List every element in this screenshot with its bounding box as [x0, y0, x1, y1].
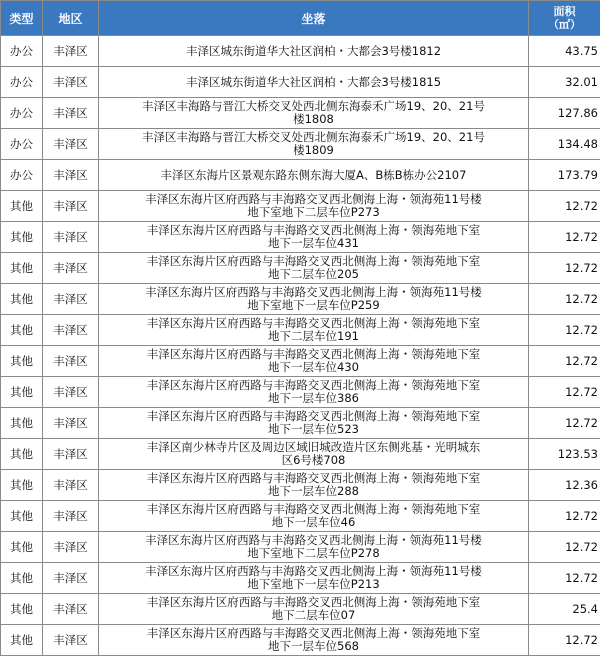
table-row: [1, 563, 600, 594]
cell-area: 12.72: [529, 346, 600, 377]
location-line: 丰泽区东海片区府西路与丰海路交叉西北侧海上海・领海苑11号楼: [101, 286, 526, 299]
cell-type: 其他: [1, 408, 43, 439]
cell-district: 丰泽区: [43, 501, 99, 532]
cell-type: 其他: [1, 191, 43, 222]
cell-type: 其他: [1, 532, 43, 563]
table-row: [1, 36, 600, 67]
location-line: 地下一层车位568: [101, 640, 526, 653]
cell-area: 12.72: [529, 501, 600, 532]
cell-area: 12.72: [529, 408, 600, 439]
location-line: 丰泽区东海片区府西路与丰海路交叉西北侧海上海・领海苑地下室: [101, 255, 526, 268]
location-line: 地下室地下二层车位P278: [101, 547, 526, 560]
cell-location: [99, 346, 529, 377]
cell-location: [99, 36, 529, 67]
location-line: 地下室地下二层车位P273: [101, 206, 526, 219]
location-line: 丰泽区东海片区府西路与丰海路交叉西北侧海上海・领海苑地下室: [101, 503, 526, 516]
header-area: [529, 1, 600, 36]
cell-location: [99, 253, 529, 284]
cell-type: 其他: [1, 563, 43, 594]
table-row: [1, 191, 600, 222]
cell-location: [99, 532, 529, 563]
cell-location: [99, 67, 529, 98]
cell-area: 173.79: [529, 160, 600, 191]
table-row: [1, 67, 600, 98]
cell-district: 丰泽区: [43, 563, 99, 594]
table-row: [1, 284, 600, 315]
header-district: 地区: [43, 1, 99, 36]
cell-location: [99, 160, 529, 191]
table-row: [1, 98, 600, 129]
cell-type: 其他: [1, 594, 43, 625]
location-line: 楼1809: [101, 144, 526, 157]
cell-type: 其他: [1, 439, 43, 470]
cell-type: 办公: [1, 129, 43, 160]
cell-area: 12.72: [529, 284, 600, 315]
location-line: 丰泽区丰海路与晋江大桥交叉处西北侧东海泰禾广场19、20、21号: [101, 100, 526, 113]
cell-area: 134.48: [529, 129, 600, 160]
cell-location: [99, 129, 529, 160]
cell-location: [99, 408, 529, 439]
location-line: 丰泽区东海片区府西路与丰海路交叉西北侧海上海・领海苑11号楼: [101, 534, 526, 547]
location-line: 丰泽区城东街道华大社区润柏・大都会3号楼1815: [101, 76, 526, 89]
cell-district: 丰泽区: [43, 594, 99, 625]
cell-type: 办公: [1, 160, 43, 191]
location-line: 丰泽区东海片区府西路与丰海路交叉西北侧海上海・领海苑地下室: [101, 317, 526, 330]
location-line: 地下二层车位205: [101, 268, 526, 281]
cell-location: [99, 284, 529, 315]
cell-type: 其他: [1, 315, 43, 346]
cell-location: [99, 594, 529, 625]
cell-area: 12.72: [529, 222, 600, 253]
cell-location: [99, 377, 529, 408]
cell-area: 12.72: [529, 315, 600, 346]
table-row: [1, 625, 600, 656]
cell-type: 其他: [1, 253, 43, 284]
cell-district: 丰泽区: [43, 408, 99, 439]
cell-area: 32.01: [529, 67, 600, 98]
cell-district: 丰泽区: [43, 160, 99, 191]
location-line: 丰泽区东海片区景观东路东侧东海大厦A、B栋B栋办公2107: [101, 169, 526, 182]
cell-district: 丰泽区: [43, 67, 99, 98]
cell-district: 丰泽区: [43, 222, 99, 253]
cell-district: 丰泽区: [43, 36, 99, 67]
location-line: 楼1808: [101, 113, 526, 126]
cell-area: 12.72: [529, 191, 600, 222]
table-row: [1, 160, 600, 191]
header-location: 坐落: [99, 1, 529, 36]
table-row: [1, 501, 600, 532]
cell-district: 丰泽区: [43, 191, 99, 222]
cell-area: 25.4: [529, 594, 600, 625]
table-row: [1, 129, 600, 160]
cell-type: 其他: [1, 501, 43, 532]
cell-location: [99, 563, 529, 594]
cell-district: 丰泽区: [43, 439, 99, 470]
cell-type: 办公: [1, 36, 43, 67]
cell-district: 丰泽区: [43, 377, 99, 408]
cell-district: 丰泽区: [43, 625, 99, 656]
cell-location: [99, 501, 529, 532]
table-row: [1, 439, 600, 470]
cell-type: 其他: [1, 625, 43, 656]
cell-type: 其他: [1, 284, 43, 315]
location-line: 地下二层车位07: [101, 609, 526, 622]
cell-district: 丰泽区: [43, 98, 99, 129]
table-row: [1, 315, 600, 346]
cell-type: 其他: [1, 222, 43, 253]
cell-district: 丰泽区: [43, 129, 99, 160]
location-line: 丰泽区东海片区府西路与丰海路交叉西北侧海上海・领海苑地下室: [101, 379, 526, 392]
location-line: 丰泽区东海片区府西路与丰海路交叉西北侧海上海・领海苑地下室: [101, 410, 526, 423]
cell-district: 丰泽区: [43, 470, 99, 501]
cell-type: 其他: [1, 346, 43, 377]
location-line: 丰泽区南少林寺片区及周边区域旧城改造片区东侧兆基・光明城东: [101, 441, 526, 454]
location-line: 地下一层车位386: [101, 392, 526, 405]
location-line: 丰泽区东海片区府西路与丰海路交叉西北侧海上海・领海苑11号楼: [101, 193, 526, 206]
location-line: 地下一层车位431: [101, 237, 526, 250]
location-line: 丰泽区东海片区府西路与丰海路交叉西北侧海上海・领海苑11号楼: [101, 565, 526, 578]
cell-area: 12.36: [529, 470, 600, 501]
cell-location: [99, 98, 529, 129]
table-row: [1, 222, 600, 253]
cell-type: 其他: [1, 377, 43, 408]
header-area-label: 面积: [531, 5, 598, 18]
location-line: 丰泽区东海片区府西路与丰海路交叉西北侧海上海・领海苑地下室: [101, 348, 526, 361]
location-line: 地下一层车位430: [101, 361, 526, 374]
location-line: 丰泽区东海片区府西路与丰海路交叉西北侧海上海・领海苑地下室: [101, 224, 526, 237]
header-area-unit: （㎡）: [531, 18, 598, 31]
cell-location: [99, 439, 529, 470]
table-row: [1, 377, 600, 408]
table-row: [1, 594, 600, 625]
header-type: 类型: [1, 1, 43, 36]
cell-district: 丰泽区: [43, 315, 99, 346]
table-row: [1, 408, 600, 439]
cell-area: 12.72: [529, 532, 600, 563]
location-line: 地下一层车位46: [101, 516, 526, 529]
location-line: 地下一层车位523: [101, 423, 526, 436]
header-row: [1, 1, 600, 36]
table-row: [1, 346, 600, 377]
cell-location: [99, 470, 529, 501]
location-line: 地下室地下一层车位P259: [101, 299, 526, 312]
location-line: 丰泽区东海片区府西路与丰海路交叉西北侧海上海・领海苑地下室: [101, 596, 526, 609]
cell-location: [99, 191, 529, 222]
cell-type: 办公: [1, 67, 43, 98]
cell-area: 12.72: [529, 253, 600, 284]
cell-district: 丰泽区: [43, 346, 99, 377]
cell-district: 丰泽区: [43, 284, 99, 315]
location-line: 地下室地下一层车位P213: [101, 578, 526, 591]
location-line: 丰泽区城东街道华大社区润柏・大都会3号楼1812: [101, 45, 526, 58]
location-line: 地下一层车位288: [101, 485, 526, 498]
cell-type: 办公: [1, 98, 43, 129]
cell-location: [99, 222, 529, 253]
cell-area: 43.75: [529, 36, 600, 67]
table-row: [1, 253, 600, 284]
table-row: [1, 532, 600, 563]
location-line: 丰泽区东海片区府西路与丰海路交叉西北侧海上海・领海苑地下室: [101, 472, 526, 485]
cell-type: 其他: [1, 470, 43, 501]
location-line: 丰泽区东海片区府西路与丰海路交叉西北侧海上海・领海苑地下室: [101, 627, 526, 640]
cell-district: 丰泽区: [43, 253, 99, 284]
cell-area: 127.86: [529, 98, 600, 129]
location-line: 地下二层车位191: [101, 330, 526, 343]
cell-area: 12.72: [529, 377, 600, 408]
cell-location: [99, 625, 529, 656]
location-line: 区6号楼708: [101, 454, 526, 467]
location-line: 丰泽区丰海路与晋江大桥交叉处西北侧东海泰禾广场19、20、21号: [101, 131, 526, 144]
cell-district: 丰泽区: [43, 532, 99, 563]
table-row: [1, 470, 600, 501]
cell-area: 12.72: [529, 625, 600, 656]
cell-location: [99, 315, 529, 346]
cell-area: 123.53: [529, 439, 600, 470]
cell-area: 12.72: [529, 563, 600, 594]
